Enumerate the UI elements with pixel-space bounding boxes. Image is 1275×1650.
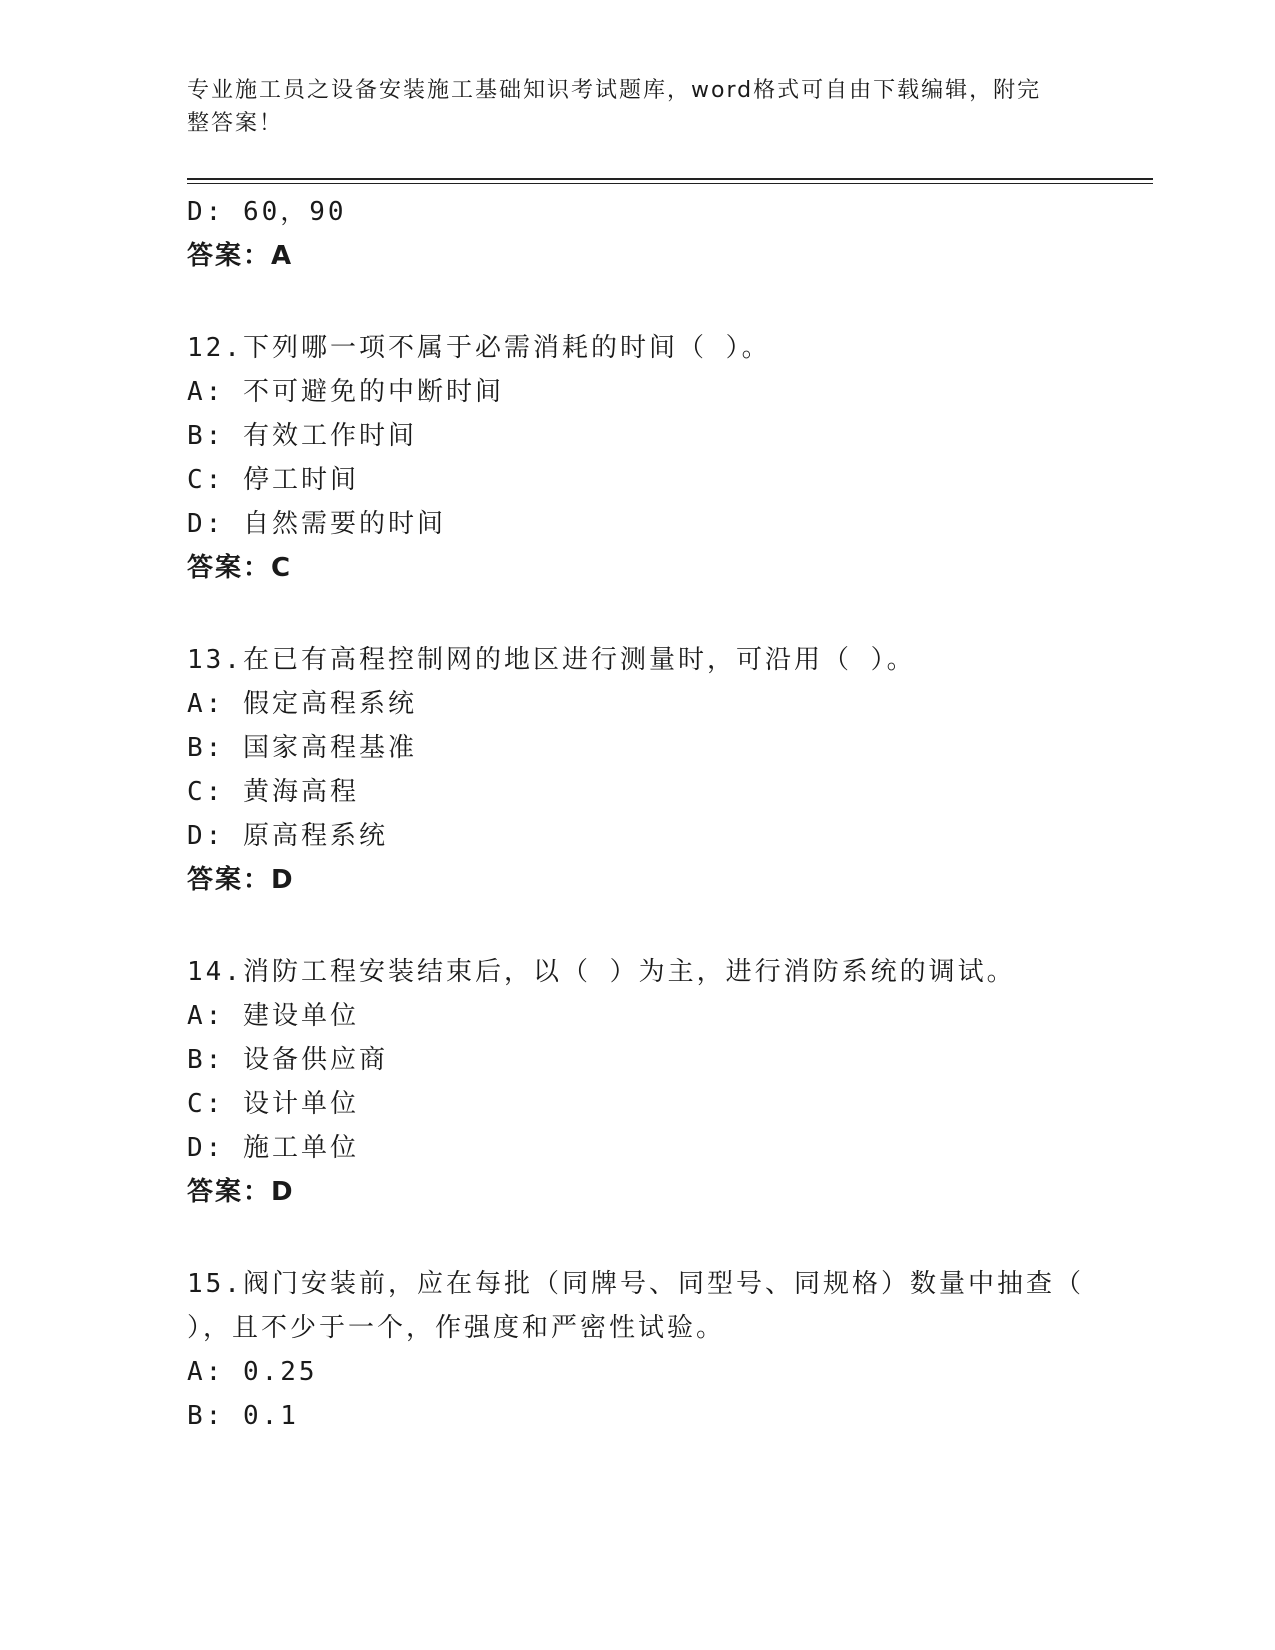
question-stem: 14.消防工程安装结束后，以（ ）为主，进行消防系统的调试。 [187,957,1016,987]
question-stem: 12.下列哪一项不属于必需消耗的时间（ ）。 [187,333,771,363]
answer: 答案：D [187,865,295,895]
option-c: C: 停工时间 [187,465,359,495]
prev-answer: 答案：A [187,241,294,271]
option-a: A: 0.25 [187,1357,318,1387]
question-list [187,190,1084,1438]
question-15 [187,1262,1084,1438]
prev-option-d: D: 60，90 [187,197,347,227]
header-line-2: 整答案！ [187,111,284,136]
option-a: A: 建设单位 [187,1001,359,1031]
option-a: A: 不可避免的中断时间 [187,377,504,407]
header-rule-thick [187,178,1153,180]
question-14 [187,950,1077,1214]
option-d: D: 自然需要的时间 [187,509,446,539]
option-c: C: 设计单位 [187,1089,359,1119]
question-12 [187,326,1077,590]
header-line-1: 专业施工员之设备安装施工基础知识考试题库，word格式可自由下载编辑，附完 [187,78,1042,103]
answer: 答案：D [187,1177,295,1207]
header-rule-thin [187,183,1153,184]
option-b: B: 国家高程基准 [187,733,417,763]
option-b: B: 有效工作时间 [187,421,417,451]
page-header [187,74,1077,140]
answer: 答案：C [187,553,293,583]
option-c: C: 黄海高程 [187,777,359,807]
option-b: B: 设备供应商 [187,1045,388,1075]
option-a: A: 假定高程系统 [187,689,417,719]
question-stem: 13.在已有高程控制网的地区进行测量时，可沿用（ ）。 [187,645,916,675]
option-d: D: 施工单位 [187,1133,359,1163]
question-stem-line-2: ），且不少于一个，作强度和严密性试验。 [187,1313,726,1343]
option-d: D: 原高程系统 [187,821,388,851]
option-b: B: 0.1 [187,1401,299,1431]
question-stem-line-1: 15.阀门安装前，应在每批（同牌号、同型号、同规格）数量中抽查（ [187,1269,1084,1299]
question-13 [187,638,1077,902]
